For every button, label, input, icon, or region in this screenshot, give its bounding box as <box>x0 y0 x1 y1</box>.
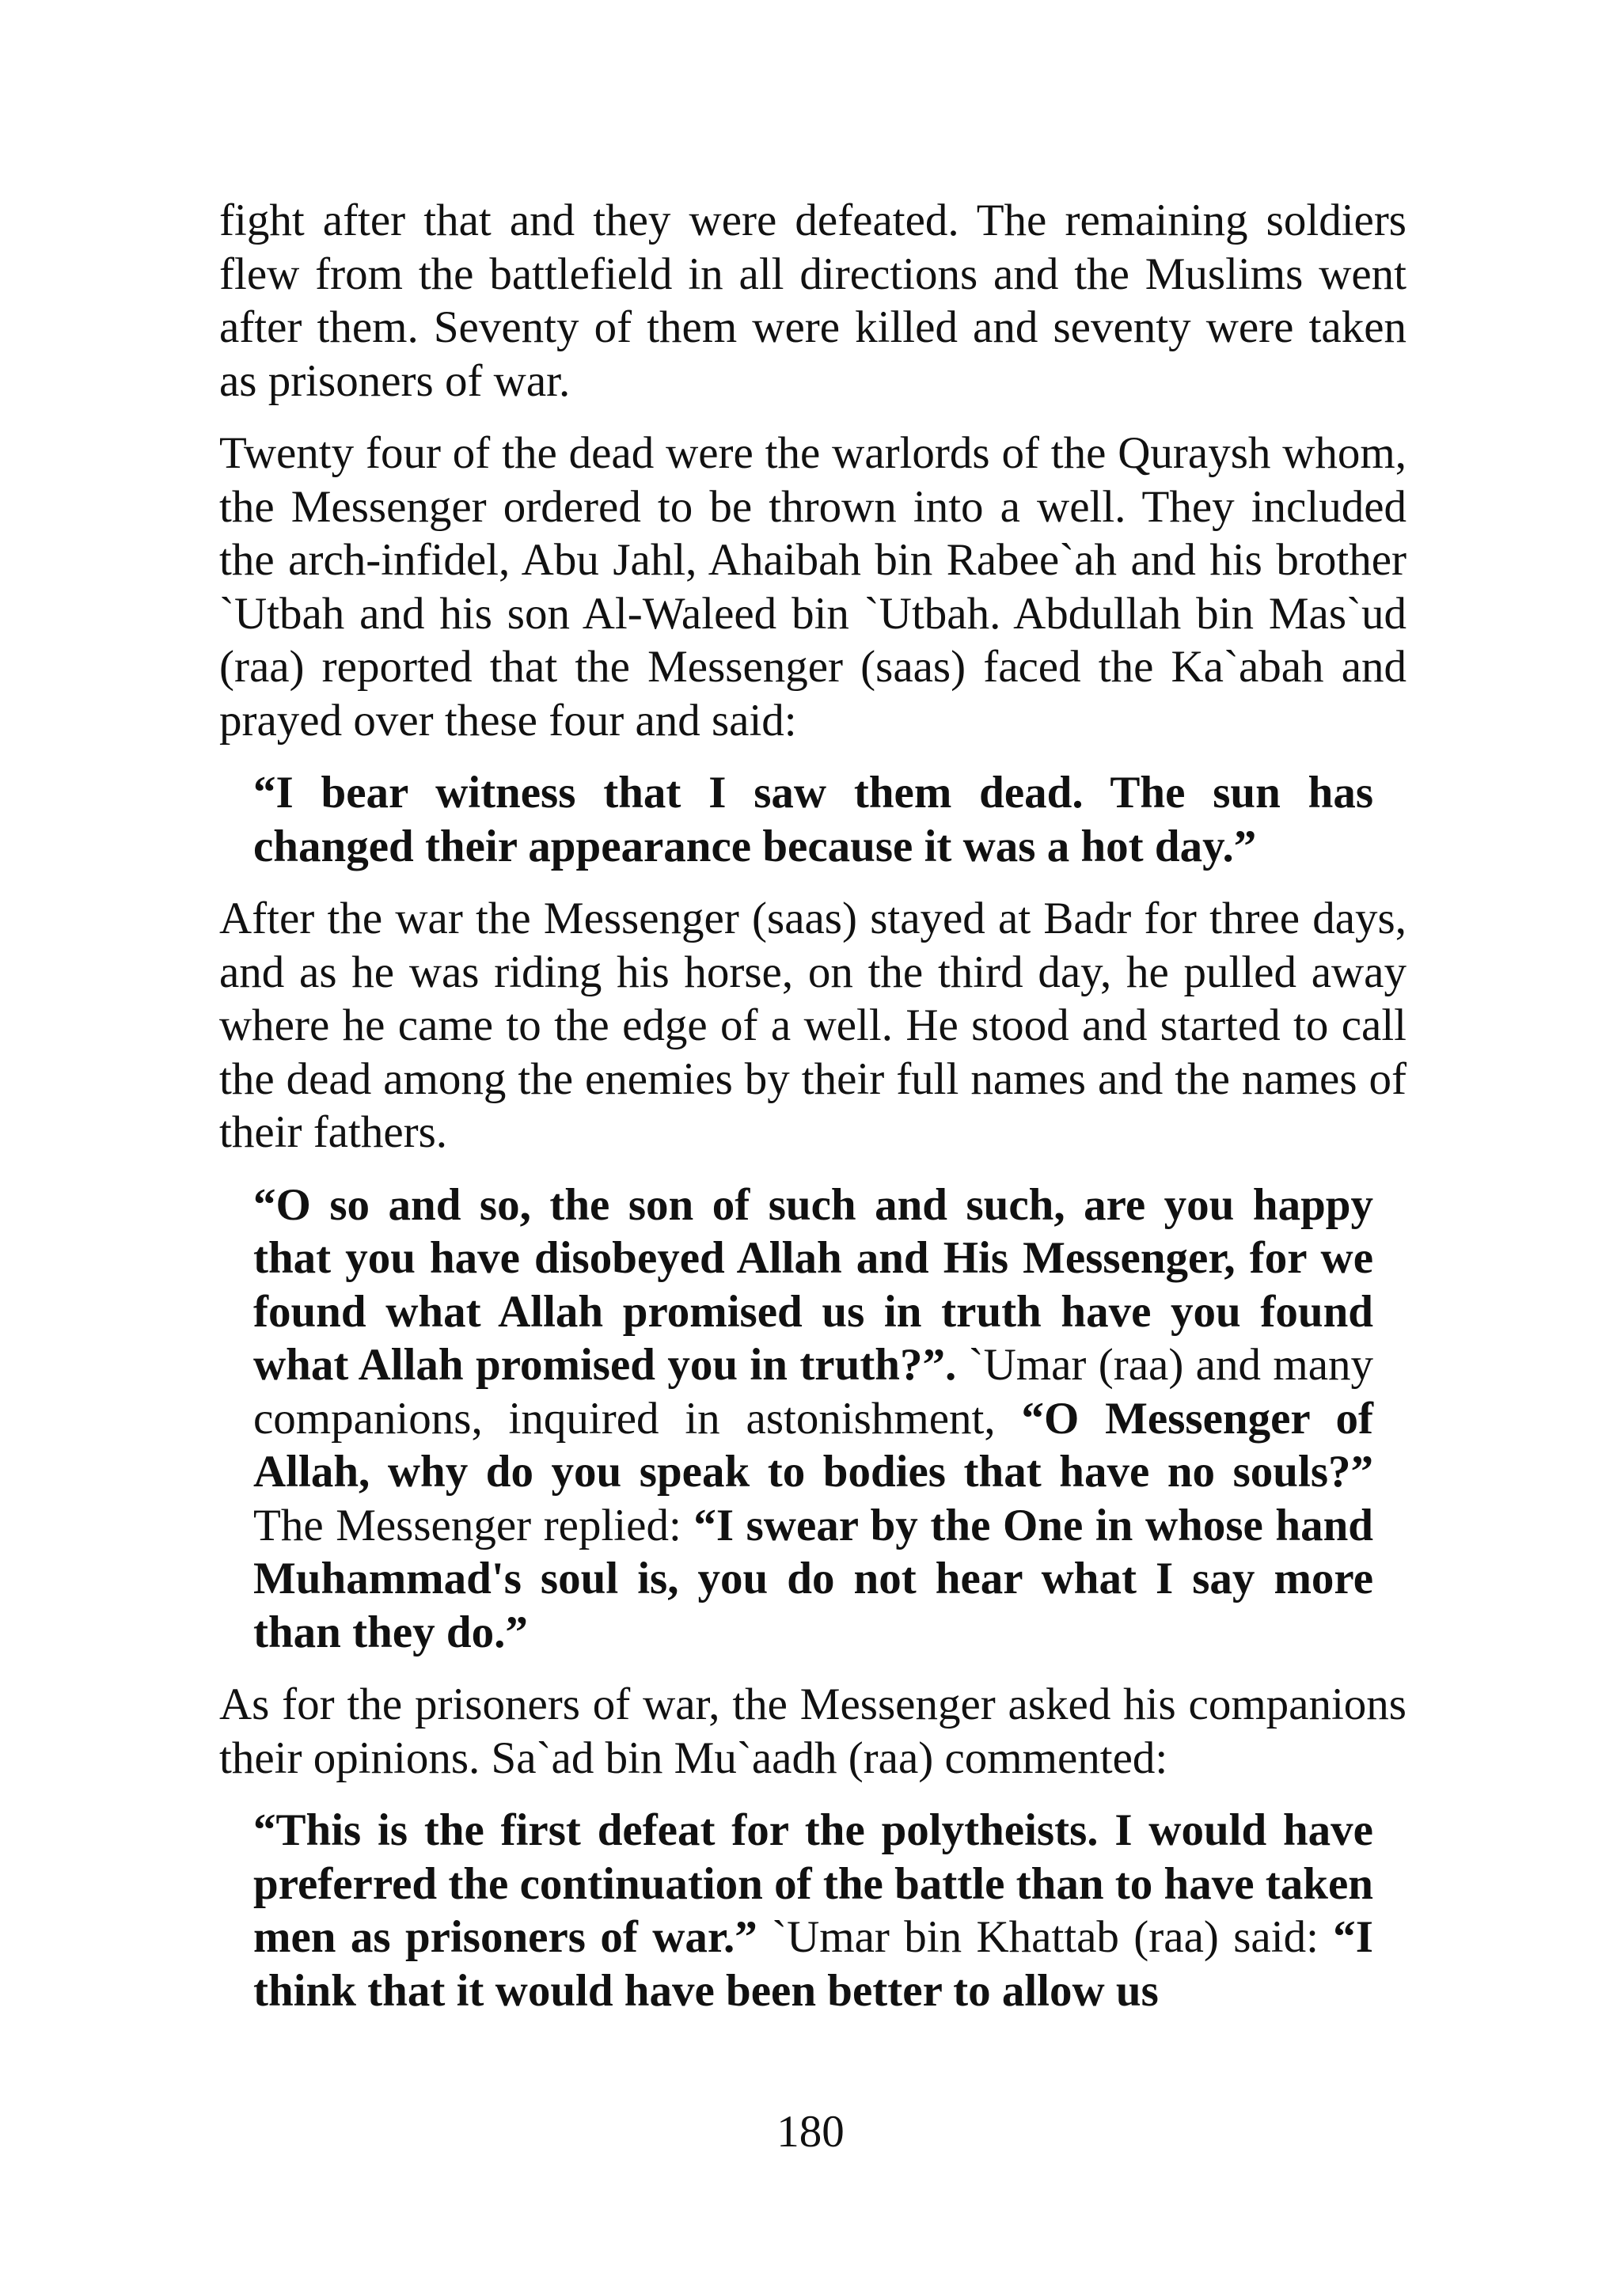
page-body <box>219 194 1407 2036</box>
quote-2 <box>253 1178 1373 1660</box>
quote-1 <box>253 766 1373 873</box>
quote-3 <box>253 1804 1373 2017</box>
paragraph-3: After the war the Messenger (saas) stayed at Badr for three days, and as he was riding his horse, on the third day, he pulled away where he came to the edge of a well. He stood and started to call the dead among the enemies by their full names and the names of their fathers. <box>219 894 1407 1157</box>
page-number: 180 <box>776 2107 845 2157</box>
quote-2-normal-2: The Messenger replied: <box>253 1500 694 1550</box>
quote-2-bold-2: “O Messenger of Allah, why do you speak to bodies that have no souls?” <box>253 1393 1373 1497</box>
quote-2-bold-3: “I swear by the One in whose hand Muhammad's soul is, you do not hear what I say more than they do.” <box>253 1500 1373 1657</box>
quote-3-normal-1: `Umar bin Khattab (raa) said: <box>757 1912 1334 1962</box>
paragraph-4: As for the prisoners of war, the Messenger asked his companions their opinions. Sa`ad bin Mu`aadh (raa) commented: <box>219 1679 1407 1783</box>
quote-2-normal-1: `Umar (raa) and many companions, inquired in astonishment, <box>253 1340 1373 1444</box>
quote-3-bold-1: “This is the first defeat for the polytheists. I would have preferred the continuation of the battle than to have taken men as prisoners of war.” <box>253 1805 1373 1962</box>
paragraph-2: Twenty four of the dead were the warlords of the Quraysh whom, the Messenger ordered to be thrown into a well. They included the arch-infidel, Abu Jahl, Ahaibah bin Rabee`ah and his brother `Utbah and his son Al-Waleed bin `Utbah. Abdullah bin Mas`ud (raa) reported that the Messenger (saas) faced the Ka`abah and prayed over these four and said: <box>219 428 1407 746</box>
quote-1-text: “I bear witness that I saw them dead. The sun has changed their appearance because it was a hot day.” <box>253 768 1373 871</box>
quote-2-bold-1: “O so and so, the son of such and such, are you happy that you have disobeyed Allah and His Messenger, for we found what Allah promised us in truth have you found what Allah promised you in truth?”. <box>253 1179 1373 1390</box>
quote-3-bold-2: “I think that it would have been better to allow us <box>253 1912 1373 2016</box>
paragraph-1: fight after that and they were defeated. The remaining soldiers flew from the battlefield in all directions and the Muslims went after them. Seventy of them were killed and seventy were taken as prisoners of war. <box>219 195 1407 406</box>
